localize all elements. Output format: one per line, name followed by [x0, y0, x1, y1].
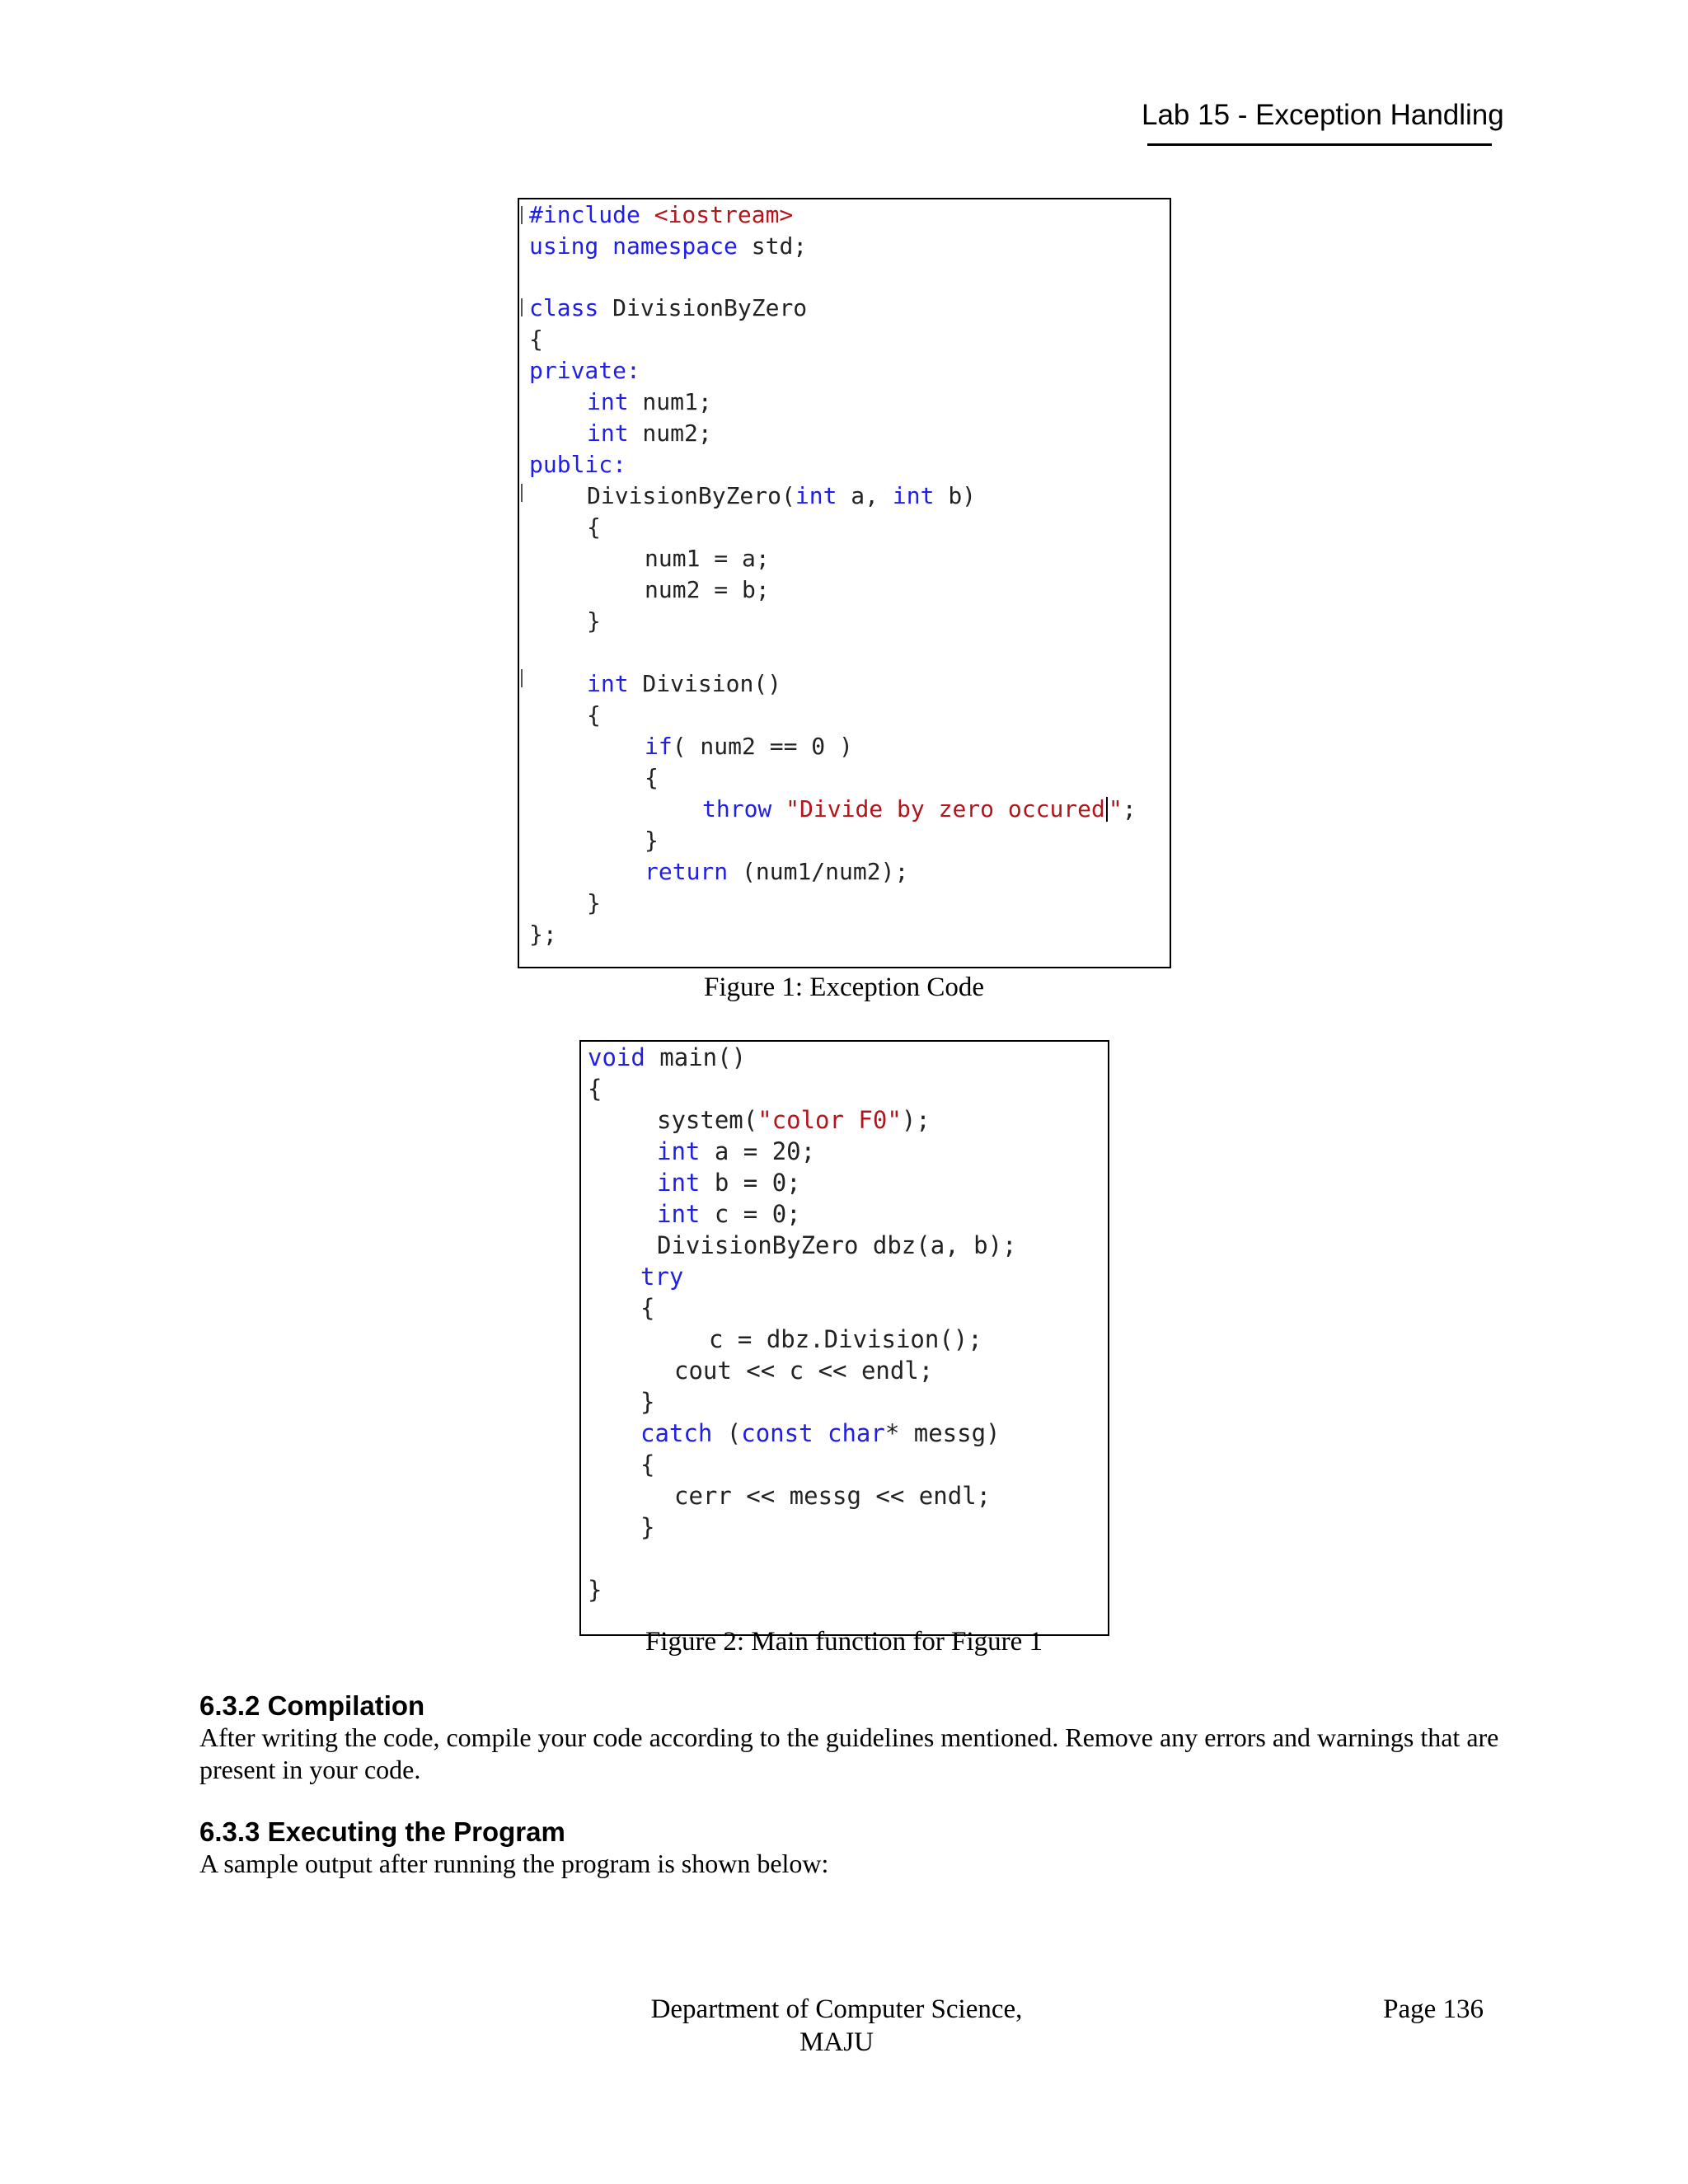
int-keyword: int: [587, 670, 629, 697]
code-line-try: [640, 1261, 683, 1292]
page-header-title: Lab 15 - Exception Handling: [1142, 99, 1504, 131]
int-keyword: int: [657, 1137, 701, 1165]
header-rule: [1147, 143, 1492, 146]
code-line-assign2: num2 = b;: [645, 576, 770, 603]
division-name: Division(): [628, 670, 782, 697]
throw-quote: ": [1108, 795, 1123, 823]
code-line-brace: }: [587, 889, 601, 916]
return-keyword: return: [645, 858, 729, 885]
a-declaration: a = 20;: [700, 1137, 816, 1165]
int-keyword: int: [795, 482, 837, 509]
system-end: );: [901, 1106, 931, 1134]
code-line-cout: cout << c << endl;: [674, 1357, 934, 1385]
code-line-main: [588, 1042, 746, 1073]
system-call: system(: [657, 1106, 758, 1134]
code-line-system: [657, 1104, 931, 1136]
int-keyword: int: [657, 1169, 701, 1197]
code-line-constructor: [587, 480, 976, 512]
code-line-num2: [587, 418, 712, 449]
footer-department-line1: Department of Computer Science,: [650, 1994, 1023, 2024]
code-line-brace: }: [645, 827, 659, 854]
text-cursor: [1106, 797, 1108, 822]
c-declaration: c = 0;: [700, 1200, 801, 1228]
int-keyword: int: [587, 388, 629, 415]
int-keyword: int: [587, 419, 629, 447]
code-line-brace: {: [645, 764, 659, 791]
public-keyword: public:: [529, 451, 627, 478]
using-keyword: using namespace: [529, 232, 738, 260]
section-text-executing: A sample output after running the program is shown below:: [199, 1849, 829, 1878]
section-heading-compilation: 6.3.2 Compilation: [199, 1690, 425, 1721]
figure-2-caption: Figure 2: Main function for Figure 1: [645, 1627, 1043, 1657]
figure-1-caption: Figure 1: Exception Code: [703, 972, 985, 1002]
code-line-private: [529, 355, 640, 387]
code-line-brace: {: [529, 326, 543, 353]
code-line-brace: }: [588, 1576, 603, 1604]
code-line-num1: [587, 387, 712, 418]
code-line-brace: {: [587, 513, 601, 541]
code-line-brace: {: [587, 701, 601, 729]
code-line-if: [645, 731, 853, 762]
code-line-class: [529, 293, 807, 324]
outline-marker: [521, 206, 523, 224]
class-name: DivisionByZero: [598, 294, 808, 321]
code-line-brace: {: [588, 1075, 603, 1103]
code-line-brace: }: [640, 1513, 655, 1541]
b-declaration: b = 0;: [700, 1169, 801, 1197]
footer-department-line2: MAJU: [799, 2027, 874, 2057]
num2-decl: num2;: [628, 419, 712, 447]
throw-keyword: throw: [702, 795, 772, 823]
outline-marker: [521, 298, 523, 316]
code-line-brace: {: [640, 1294, 655, 1322]
code-line-division: [587, 668, 781, 700]
code-line-brace: }: [640, 1388, 655, 1416]
section-text-compilation: After writing the code, compile your code according to the guidelines mentioned. Remove any errors and warnings that are present in your code.: [199, 1722, 1499, 1784]
code-line-class-close: };: [529, 921, 557, 948]
semicolon: ;: [1122, 795, 1137, 823]
code-line-int-b: [657, 1167, 801, 1198]
footer-department: [593, 1993, 1080, 2059]
code-line-throw: [702, 794, 1137, 825]
code-line-int-a: [657, 1136, 815, 1167]
code-line-assign1: num1 = a;: [645, 545, 770, 572]
footer-page-number: Page 136: [1383, 1994, 1484, 2024]
param-a: a,: [837, 482, 893, 509]
include-file: <iostream>: [654, 201, 794, 228]
code-line-public: [529, 449, 626, 480]
outline-marker: [521, 484, 523, 502]
using-rest: std;: [737, 232, 808, 260]
int-keyword: int: [892, 482, 935, 509]
code-line-dbz: DivisionByZero dbz(a, b);: [657, 1231, 1017, 1259]
code-line-assign-c: c = dbz.Division();: [709, 1325, 982, 1353]
exception-code-figure: [518, 198, 1171, 968]
if-condition: ( num2 == 0 ): [672, 733, 853, 760]
code-line-include: [529, 199, 793, 231]
code-line-return: [645, 856, 908, 888]
code-line-catch: [640, 1418, 1001, 1449]
code-line-cerr: cerr << messg << endl;: [674, 1482, 992, 1510]
code-line-brace: }: [587, 607, 601, 635]
try-keyword: try: [640, 1263, 684, 1291]
private-keyword: private:: [529, 357, 640, 384]
code-line-int-c: [657, 1198, 801, 1230]
catch-rest: * messg): [884, 1419, 1001, 1447]
preprocessor-keyword: #include: [529, 201, 640, 228]
param-b: b): [934, 482, 977, 509]
catch-keyword: catch: [640, 1419, 713, 1447]
code-line-brace: {: [640, 1451, 655, 1479]
num1-decl: num1;: [628, 388, 712, 415]
void-keyword: void: [588, 1043, 645, 1071]
section-heading-executing: 6.3.3 Executing the Program: [199, 1816, 565, 1847]
if-keyword: if: [645, 733, 673, 760]
throw-message: "Divide by zero occured: [785, 795, 1105, 823]
main-signature: main(): [645, 1043, 747, 1071]
const-char-keyword: const char: [741, 1419, 885, 1447]
main-function-figure: [579, 1040, 1109, 1636]
outline-marker: [521, 669, 523, 687]
return-expression: (num1/num2);: [728, 858, 909, 885]
catch-paren: (: [712, 1419, 742, 1447]
class-keyword: class: [529, 294, 599, 321]
system-string: "color F0": [757, 1106, 902, 1134]
code-line-using: [529, 231, 807, 262]
constructor-name: DivisionByZero(: [587, 482, 795, 509]
int-keyword: int: [657, 1200, 701, 1228]
